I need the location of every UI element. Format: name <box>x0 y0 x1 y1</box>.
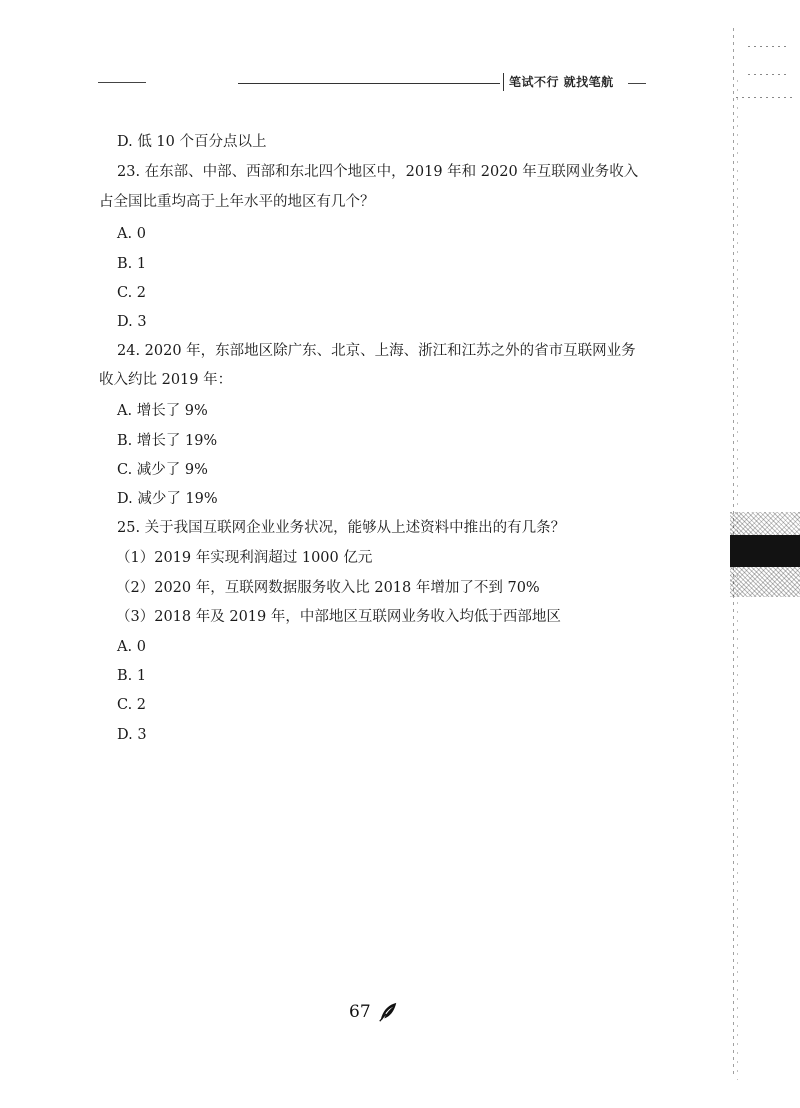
scan-edge-dots <box>748 46 788 47</box>
q24-stem-line1: 24. 2020 年，东部地区除广东、北京、上海、浙江和江苏之外的省市互联网业务 <box>117 343 636 359</box>
q23-option-d: D. 3 <box>117 314 147 330</box>
page-number: 67 <box>349 1002 371 1022</box>
header-rule-right <box>628 83 646 84</box>
q24-option-c: C. 减少了 9% <box>117 462 208 478</box>
header-divider <box>503 73 504 91</box>
q23-stem-line1: 23. 在东部、中部、西部和东北四个地区中，2019 年和 2020 年互联网业务收入 <box>117 164 639 180</box>
q25-option-b: B. 1 <box>117 668 147 684</box>
q23-option-a: A. 0 <box>117 226 146 242</box>
q25-statement-1: （1）2019 年实现利润超过 1000 亿元 <box>116 550 373 566</box>
q25-statement-3: （3）2018 年及 2019 年，中部地区互联网业务收入均低于西部地区 <box>116 609 561 625</box>
q23-option-b: B. 1 <box>117 256 147 272</box>
q25-option-c: C. 2 <box>117 697 147 713</box>
q25-option-d: D. 3 <box>117 727 147 743</box>
q25-statement-2: （2）2020 年，互联网数据服务收入比 2018 年增加了不到 70% <box>116 580 540 596</box>
q23-stem-line2: 占全国比重均高于上年水平的地区有几个？ <box>99 194 375 210</box>
q24-option-d: D. 减少了 19% <box>117 491 218 507</box>
scan-edge-dots <box>736 97 792 98</box>
header-rule-main <box>238 83 500 84</box>
q24-option-a: A. 增长了 9% <box>117 403 208 419</box>
feather-icon <box>377 1001 399 1023</box>
scan-edge-dots <box>748 74 788 75</box>
page-footer <box>349 1001 399 1023</box>
q24-option-b: B. 增长了 19% <box>117 433 218 449</box>
q24-stem-line2: 收入约比 2019 年： <box>99 372 233 388</box>
header-slogan: 笔试不行 就找笔航 <box>509 75 614 89</box>
prev-option-d: D. 低 10 个百分点以上 <box>117 134 267 150</box>
q25-stem: 25. 关于我国互联网企业业务状况，能够从上述资料中推出的有几条？ <box>117 520 566 536</box>
q25-option-a: A. 0 <box>117 639 146 655</box>
header-rule-left <box>98 82 146 83</box>
q23-option-c: C. 2 <box>117 285 147 301</box>
scan-edge-shadow <box>730 535 800 567</box>
